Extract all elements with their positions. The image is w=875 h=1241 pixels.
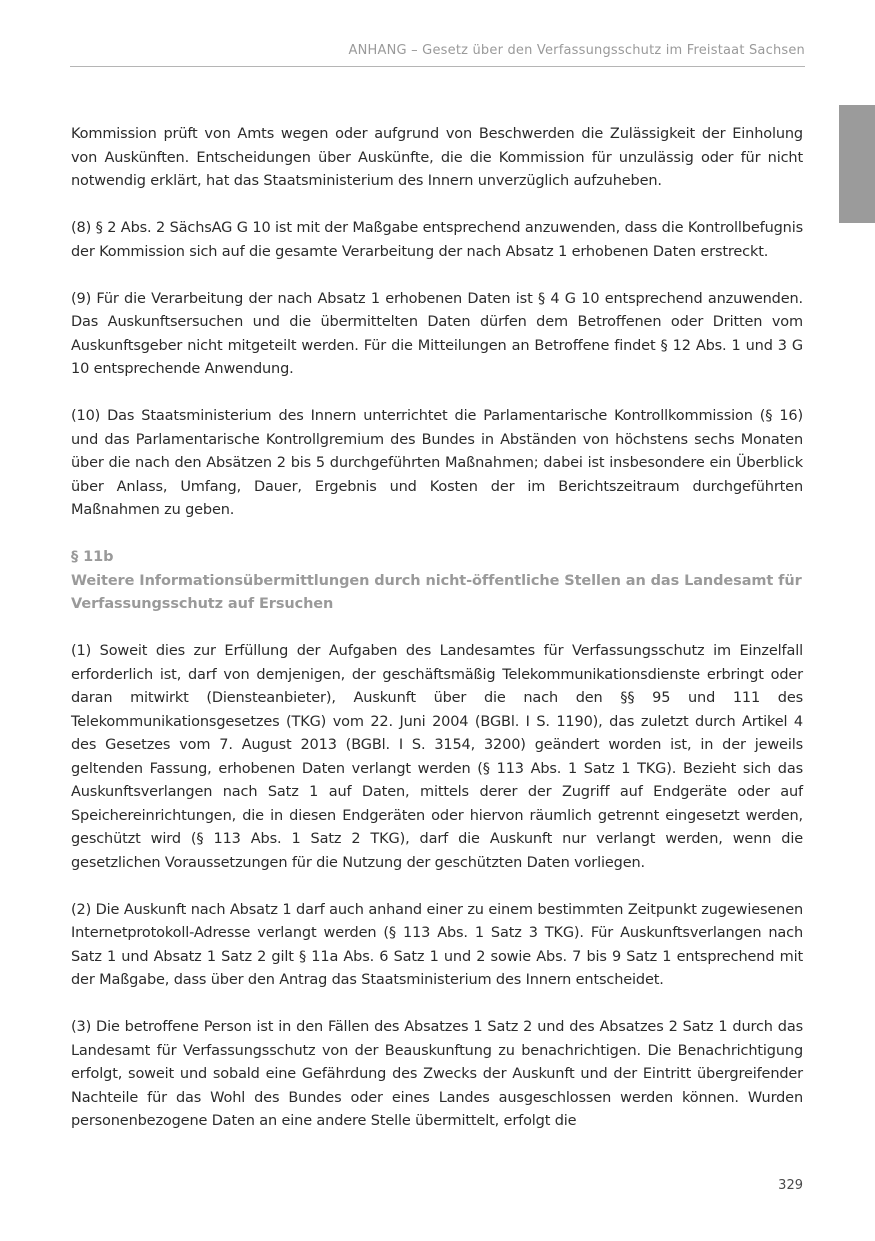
running-header: [70, 40, 805, 67]
section-title: Weitere Informationsübermittlungen durch nicht-öffentliche Stellen an das Landesamt für Verfassungsschutz auf Ersuchen: [71, 572, 802, 612]
section-paragraph-1: (1) Soweit dies zur Erfüllung der Aufgaben des Landesamtes für Verfassungsschutz im Einzelfall erforderlich ist, darf von demjenigen, der geschäftsmäßig Telekommunikationsdienste erbringt oder daran mitwirkt (Diensteanbieter), Auskunft über die nach den §§ 95 und 111 des Telekommunikationsgesetzes (TKG) vom 22. Juni 2004 (BGBl. I S. 1190), das zuletzt durch Artikel 4 des Gesetzes vom 7. August 2013 (BGBl. I S. 3154, 3200) geändert worden ist, in der jeweils geltenden Fassung, erhobenen Daten verlangt werden (§ 113 Abs. 1 Satz 1 TKG). Bezieht sich das Auskunftsverlangen nach Satz 1 auf Daten, mittels derer der Zugriff auf Endgeräte oder auf Speichereinrichtungen, die in diesen Endgeräten oder hiervon räumlich getrennt eingesetzt werden, geschützt wird (§ 113 Abs. 1 Satz 2 TKG), darf die Auskunft nur verlangt werden, wenn die gesetzlichen Voraussetzungen für die Nutzung der geschützten Daten vorliegen.: [71, 643, 803, 871]
section-heading: [71, 546, 803, 617]
chapter-tab-marker: [839, 105, 875, 223]
section-paragraph-3: (3) Die betroffene Person ist in den Fällen des Absatzes 1 Satz 2 und des Absatzes 2 Satz 1 durch das Landesamt für Verfassungsschutz von der Beauskunftung zu benachrichtigen. Die Benachrichtigung erfolgt, soweit und sobald eine Gefährdung des Zwecks der Auskunft und der Eintritt übergreifender Nachteile für das Wohl des Bundes oder eines Landes ausgeschlossen werden können. Wurden personenbezogene Daten an eine andere Stelle übermittelt, erfolgt die: [71, 1019, 803, 1129]
paragraph-8: (8) § 2 Abs. 2 SächsAG G 10 ist mit der Maßgabe entsprechend anzuwenden, dass die Kontrollbefugnis der Kommission sich auf die gesamte Verarbeitung der nach Absatz 1 erhobenen Daten erstreckt.: [71, 220, 803, 260]
page-body: [71, 123, 803, 1157]
running-header-title: ANHANG – Gesetz über den Verfassungsschutz im Freistaat Sachsen: [348, 43, 805, 58]
page-number: 329: [778, 1178, 803, 1193]
paragraph-10: (10) Das Staatsministerium des Innern unterrichtet die Parlamentarische Kontrollkommission (§ 16) und das Parlamentarische Kontrollgremium des Bundes in Abständen von höchstens sechs Monaten über die nach den Absätzen 2 bis 5 durchgeführten Maßnahmen; dabei ist insbesondere ein Überblick über Anlass, Umfang, Dauer, Ergebnis und Kosten der im Berichtszeitraum durchgeführten Maßnahmen zu geben.: [71, 408, 803, 518]
paragraph-9: (9) Für die Verarbeitung der nach Absatz 1 erhobenen Daten ist § 4 G 10 entsprechend anzuwenden. Das Auskunftsersuchen und die übermittelten Daten dürfen dem Betroffenen oder Dritten vom Auskunftsgeber nicht mitgeteilt werden. Für die Mitteilungen an Betroffene findet § 12 Abs. 1 und 3 G 10 entsprechende Anwendung.: [71, 290, 803, 377]
section-paragraph-2: (2) Die Auskunft nach Absatz 1 darf auch anhand einer zu einem bestimmten Zeitpunkt zugewiesenen Internetprotokoll-Adresse verlangt werden (§ 113 Abs. 1 Satz 3 TKG). Für Auskunftsverlangen nach Satz 1 und Absatz 1 Satz 2 gilt § 11a Abs. 6 Satz 1 und 2 sowie Abs. 7 bis 9 Satz 1 entsprechend mit der Maßgabe, dass über den Antrag das Staatsministerium des Innern entscheidet.: [71, 901, 803, 988]
paragraph-commission: Kommission prüft von Amts wegen oder aufgrund von Beschwerden die Zulässigkeit der Einholung von Auskünften. Entscheidungen über Auskünfte, die die Kommission für unzulässig oder für nicht notwendig erklärt, hat das Staatsministerium des Innern unverzüglich aufzuheben.: [71, 126, 803, 189]
section-number: § 11b: [71, 549, 114, 565]
